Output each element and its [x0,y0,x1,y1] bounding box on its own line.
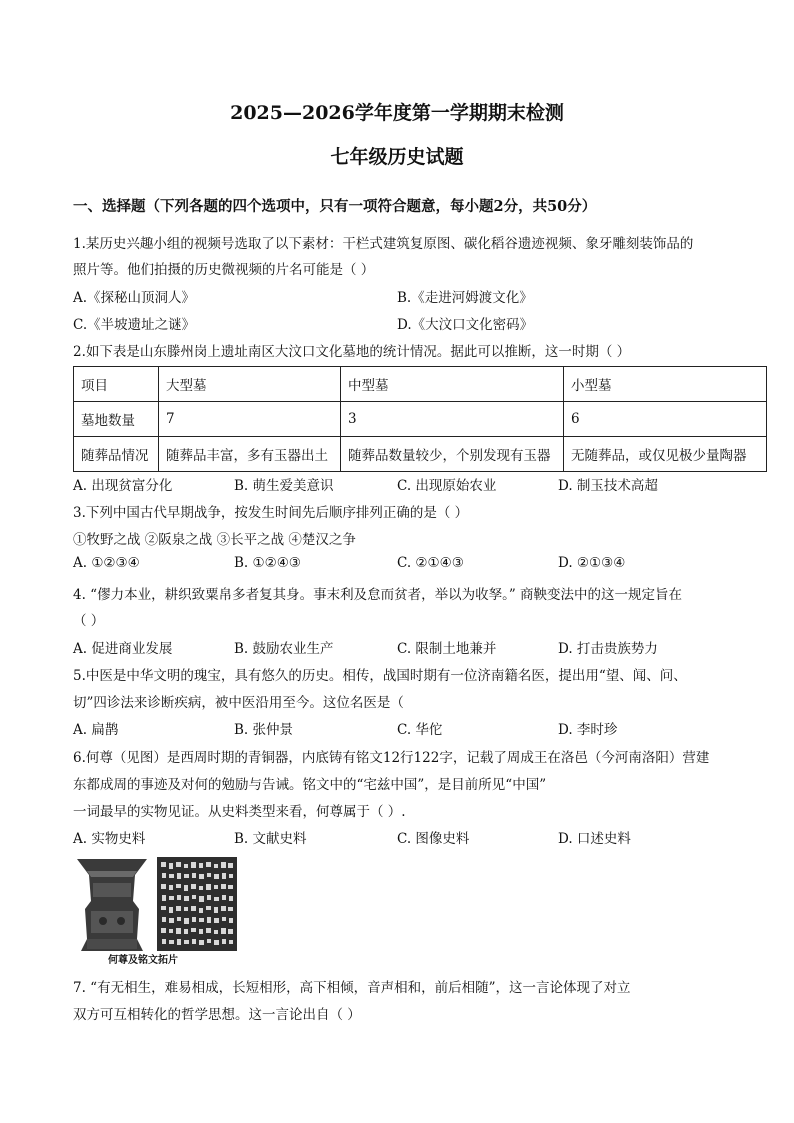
q5-option-b: B. 张仲景 [234,722,294,738]
q1-stem-line1: 1.某历史兴趣小组的视频号选取了以下素材：干栏式建筑复原图、碳化稻谷遗迹视频、象牙雕刻装饰品的 [73,236,694,252]
q5-option-c: C. 华佗 [397,722,443,738]
q3-stem: 3.下列中国古代早期战争，按发生时间先后顺序排列正确的是（ ） [73,505,469,521]
q1-option-b: B.《走进河姆渡文化》 [397,290,533,306]
q1-option-a: A.《探秘山顶洞人》 [73,290,196,306]
table-cell: 小型墓 [564,367,767,402]
table-cell: 6 [564,402,767,437]
q3-option-a: A. ①②③④ [73,555,140,571]
table-cell: 随葬品情况 [74,437,159,472]
q1-option-d: D.《大汶口文化密码》 [397,317,534,333]
table-row [74,437,767,472]
q1-stem-line2: 照片等。他们拍摄的历史微视频的片名可能是（ ） [73,262,375,278]
q4-option-c: C. 限制土地兼并 [397,641,497,657]
q6-option-d: D. 口述史料 [558,831,631,847]
q1-option-c: C.《半坡遗址之谜》 [73,317,196,333]
exam-title: 2025—2026学年度第一学期期末检测 [230,102,564,124]
q2-option-d: D. 制玉技术高超 [558,478,658,494]
table-row [74,402,767,437]
q3-option-b: B. ①②④③ [234,555,301,571]
table-cell: 中型墓 [341,367,564,402]
q2-option-b: B. 萌生爱美意识 [234,478,334,494]
q4-stem-line1: 4. “僇力本业，耕织致粟帛多者复其身。事末利及怠而贫者，举以为收孥。” 商鞅变法中的这一规定旨在 [73,587,683,603]
table-cell: 随葬品丰富，多有玉器出土 [159,437,341,472]
q5-stem-line1: 5.中医是中华文明的瑰宝，具有悠久的历史。相传，战国时期有一位济南籍名医，提出用“望、闻、问、 [73,668,687,684]
q4-option-b: B. 鼓励农业生产 [234,641,334,657]
q6-stem-line3: 一词最早的实物见证。从史料类型来看，何尊属于（ ）. [73,804,406,820]
q3-items: ①牧野之战 ②阪泉之战 ③长平之战 ④楚汉之争 [73,532,356,548]
table-row [74,367,767,402]
table-cell: 7 [159,402,341,437]
table-cell: 大型墓 [159,367,341,402]
q6-option-a: A. 实物史料 [73,831,146,847]
q6-stem-line1: 6.何尊（见图）是西周时期的青铜器，内底铸有铭文12行122字，记载了周成王在洛邑（今河南洛阳）营建 [73,750,710,766]
q7-stem-line1: 7. “有无相生，难易相成，长短相形，高下相倾，音声相和，前后相随”，这一言论体现了对立 [73,980,631,996]
q4-option-d: D. 打击贵族势力 [558,641,658,657]
he-zun-figure [73,853,241,957]
q4-stem-line2: （ ） [73,613,105,629]
q2-stats-table [73,366,767,472]
exam-subtitle: 七年级历史试题 [330,146,464,168]
table-cell: 随葬品数量较少，个别发现有玉器 [341,437,564,472]
table-cell: 无随葬品，或仅见极少量陶器 [564,437,767,472]
q5-stem-line2: 切”四诊法来诊断疾病，被中医沿用至今。这位名医是（ [73,695,404,711]
section-heading: 一、选择题（下列各题的四个选项中，只有一项符合题意，每小题2分，共50分） [73,198,597,215]
inscription-rubbing-image [157,857,237,951]
q3-option-c: C. ②①④③ [397,555,464,571]
q2-option-a: A. 出现贫富分化 [73,478,173,494]
q7-stem-line2: 双方可互相转化的哲学思想。这一言论出自（ ） [73,1007,361,1023]
q6-stem-line2: 东都成周的事迹及对何的勉励与告诫。铭文中的“宅兹中国”，是目前所见“中国” [73,777,547,793]
table-cell: 3 [341,402,564,437]
q5-option-d: D. 李时珍 [558,722,618,738]
q6-option-c: C. 图像史料 [397,831,470,847]
q6-option-b: B. 文献史料 [234,831,307,847]
table-cell: 墓地数量 [74,402,159,437]
q5-option-a: A. 扁鹊 [73,722,119,738]
q4-option-a: A. 促进商业发展 [73,641,173,657]
q3-option-d: D. ②①③④ [558,555,626,571]
q2-stem: 2.如下表是山东滕州岗上遗址南区大汶口文化墓地的统计情况。据此可以推断，这一时期（ ） [73,344,631,360]
figure-caption: 何尊及铭文拓片 [108,955,178,966]
table-cell: 项目 [74,367,159,402]
q2-option-c: C. 出现原始农业 [397,478,497,494]
